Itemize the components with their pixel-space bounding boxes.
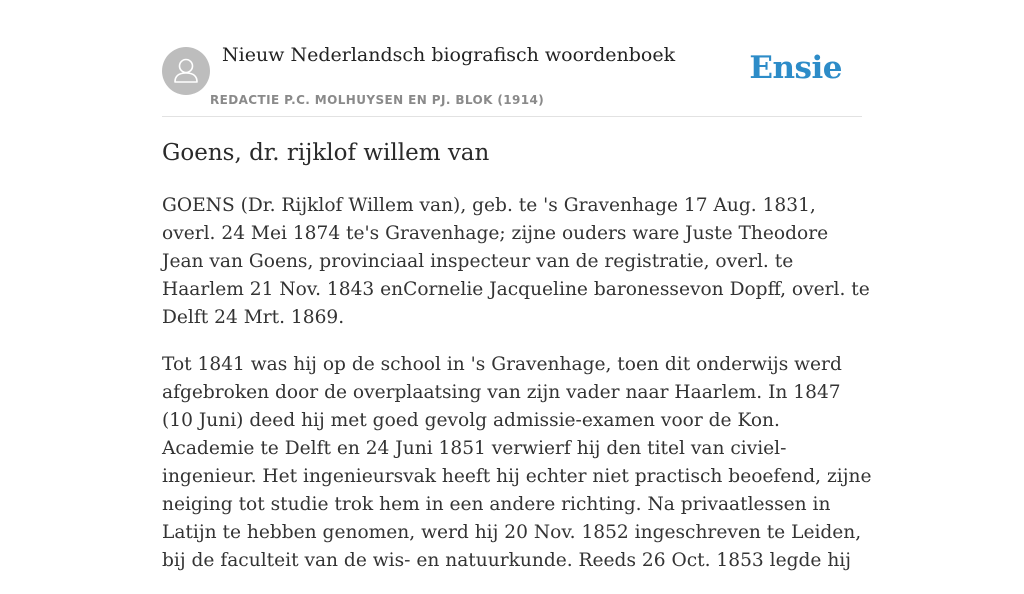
- source-title[interactable]: Nieuw Nederlandsch biografisch woordenboek: [222, 44, 676, 66]
- entry-title: Goens, dr. rijklof willem van: [162, 140, 490, 166]
- source-header: [162, 0, 862, 117]
- source-avatar[interactable]: [162, 47, 210, 95]
- entry-body: [162, 192, 872, 594]
- body-paragraph: GOENS (Dr. Rijklof Willem van), geb. te 's Gravenhage 17 Aug. 1831, overl. 24 Mei 1874 te's Gravenhage; zijne ouders ware Juste Theodore Jean van Goens, provinciaal inspecteur van de registratie, overl. te Haarlem 21 Nov. 1843 enCornelie Jacqueline baronessevon Dopff, overl. te Delft 24 Mrt. 1869.: [162, 195, 870, 328]
- body-paragraph: Tot 1841 was hij op de school in 's Gravenhage, toen dit onderwijs werd afgebroken door de overplaatsing van zijn vader naar Haarlem. In 1847 (10 Juni) deed hij met goed gevolg admissie-examen voor de Kon. Academie te Delft en 24 Juni 1851 verwierf hij den titel van civiel-ingenieur. Het ingenieursvak heeft hij echter niet practisch beoefend, zijne neiging tot studie trok hem in een andere richting. Na privaatlessen in Latijn te hebben genomen, werd hij 20 Nov. 1852 ingeschreven te Leiden, bij de faculteit van de wis- en natuurkunde. Reeds 26 Oct. 1853 legde hij: [162, 354, 872, 571]
- ensie-logo[interactable]: Ensie: [749, 50, 842, 86]
- user-icon: [162, 47, 210, 95]
- source-editors: REDACTIE P.C. MOLHUYSEN EN PJ. BLOK (1914): [210, 93, 545, 107]
- content-column: [162, 0, 872, 571]
